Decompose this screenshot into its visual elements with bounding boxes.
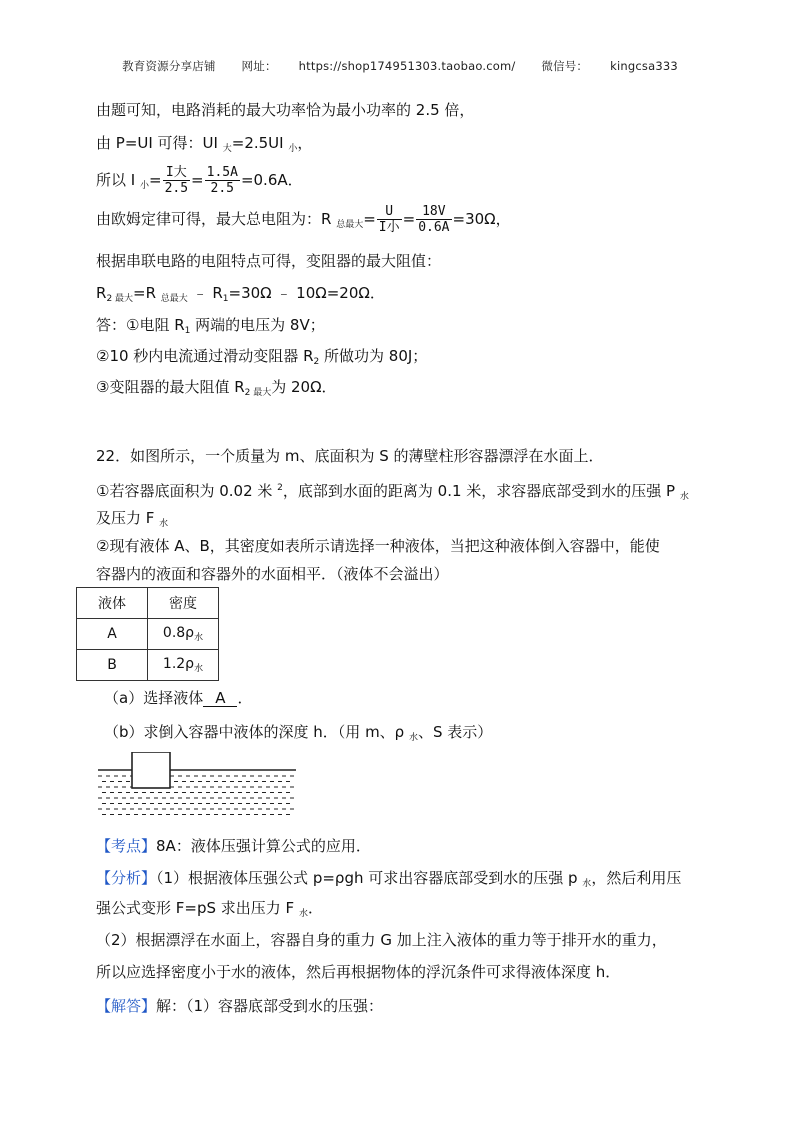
text: =R — [133, 284, 161, 302]
numerator: 18V — [416, 204, 451, 220]
subscript: 2 最大 — [106, 294, 134, 304]
fenxi-line: 所以应选择密度小于水的液体，然后再根据物体的浮沉条件可求得液体深度 h． — [96, 963, 621, 981]
text: =0.6A． — [240, 171, 303, 189]
denominator: 2.5 — [164, 181, 189, 196]
text: （1）根据液体压强公式 p=ρgh 可求出容器底部受到水的压强 p — [156, 869, 583, 887]
subscript: 总最大 — [160, 294, 188, 304]
text: = — [402, 210, 416, 228]
wechat-label: 微信号： — [541, 59, 589, 73]
text: 两端的电压为 8V； — [190, 316, 325, 334]
text: =30Ω， — [452, 210, 511, 228]
text: ②10 秒内电流通过滑动变阻器 R — [96, 347, 314, 365]
text: = — [148, 171, 162, 189]
text: （a）选择液体 — [104, 689, 204, 707]
fenxi-line — [96, 868, 681, 894]
fraction — [416, 204, 451, 235]
subscript: 2 — [313, 357, 320, 367]
text: 强公式变形 F=pS 求出压力 F — [96, 899, 299, 917]
text: = — [191, 171, 204, 189]
subscript: 总最大 — [336, 220, 364, 230]
subscript: 水 — [582, 879, 592, 889]
subscript: 1 — [184, 326, 191, 336]
question-2: ②现有液体 A、B，其密度如表所示请选择一种液体，当把这种液体倒入容器中，能使 — [96, 537, 660, 555]
text: 为 20Ω． — [271, 378, 337, 396]
text: 由 P=UI 可得：UI — [96, 134, 223, 152]
page-header — [0, 58, 800, 74]
numerator: U — [377, 204, 402, 220]
text: ． — [307, 899, 323, 917]
text: ③变阻器的最大阻值 R — [96, 378, 245, 396]
question-2-cont: 容器内的液面和容器外的水面相平．（液体不会溢出） — [96, 565, 449, 583]
answer-blank: A — [203, 690, 237, 707]
text: =30Ω ﹣ 10Ω=20Ω． — [228, 284, 385, 302]
jieda-line — [96, 996, 383, 1016]
text: R — [96, 284, 107, 302]
subscript: 水 — [194, 633, 204, 643]
liquid-cell: A — [77, 619, 148, 650]
fraction — [163, 165, 190, 196]
kaodian-tag: 【考点】 — [96, 837, 157, 855]
subscript: 1 — [222, 294, 229, 304]
fenxi-tag: 【分析】 — [96, 869, 157, 887]
text: ． — [237, 689, 253, 707]
table-header-row — [77, 588, 219, 619]
text-line — [96, 346, 427, 372]
text: ，然后利用压 — [591, 869, 682, 887]
shop-name: 教育资源分享店铺 — [122, 59, 216, 73]
problem-stem: 22．如图所示，一个质量为 m、底面积为 S 的薄壁柱形容器漂浮在水面上． — [96, 447, 604, 465]
shop-url[interactable]: https://shop174951303.taobao.com/ — [298, 59, 516, 73]
subscript: 大 — [222, 144, 232, 154]
kaodian-line — [96, 836, 371, 856]
floating-container-figure — [96, 752, 296, 818]
text-line — [96, 133, 312, 159]
text: 所做功为 80J； — [319, 347, 428, 365]
text: 8A：液体压强计算公式的应用． — [156, 837, 371, 855]
fenxi-line: （2）根据漂浮在水面上，容器自身的重力 G 加上注入液体的重力等于排开水的重力， — [96, 931, 667, 949]
text: 1.2ρ — [162, 656, 195, 672]
subscript: 水 — [194, 664, 204, 674]
text: ，底部到水面的距离为 0.1 米，求容器底部受到水的压强 P — [282, 482, 680, 500]
subscript: 水 — [298, 909, 308, 919]
text: = — [363, 210, 376, 228]
text-line — [96, 377, 337, 403]
subscript: 小 — [139, 181, 149, 191]
table-header: 密度 — [148, 588, 219, 619]
subscript: 小 — [288, 144, 298, 154]
text-line — [96, 283, 385, 309]
question-a — [104, 688, 252, 708]
jieda-tag: 【解答】 — [96, 997, 157, 1015]
density-table — [76, 587, 219, 681]
text-line: 由题可知，电路消耗的最大功率恰为最小功率的 2.5 倍， — [96, 101, 475, 119]
text: ①若容器底面积为 0.02 米 — [96, 482, 278, 500]
text: ﹣ R — [187, 284, 223, 302]
subscript: 2 最大 — [244, 388, 272, 398]
fraction — [205, 165, 240, 196]
denominator: I小 — [378, 220, 400, 235]
text: 0.8ρ — [162, 625, 195, 641]
denominator: 0.6A — [418, 220, 450, 235]
numerator: 1.5A — [206, 165, 238, 180]
text: ， — [297, 134, 313, 152]
question-b — [104, 722, 492, 748]
question-1-cont — [96, 508, 168, 534]
text: 、S 表示） — [417, 723, 493, 741]
subscript: 水 — [679, 492, 689, 502]
density-cell — [148, 650, 219, 681]
formula-line — [96, 202, 511, 242]
superscript: 2 — [277, 483, 283, 493]
text: （b）求倒入容器中液体的深度 h．（用 m、ρ — [104, 723, 409, 741]
text: 由欧姆定律可得，最大总电阻为：R — [96, 210, 337, 228]
container — [132, 752, 170, 788]
density-cell — [148, 619, 219, 650]
numerator: I大 — [163, 165, 190, 181]
text-line: 根据串联电路的电阻特点可得，变阻器的最大阻值： — [96, 252, 442, 270]
water-hatching — [98, 770, 296, 815]
fenxi-line — [96, 898, 323, 924]
question-1 — [96, 478, 689, 507]
text: 答：①电阻 R — [96, 316, 185, 334]
fraction — [377, 204, 402, 235]
text: =2.5UI — [231, 134, 289, 152]
table-header: 液体 — [77, 588, 148, 619]
text-line — [96, 315, 325, 341]
text: 及压力 F — [96, 509, 160, 527]
wechat-id: kingcsa333 — [610, 59, 678, 73]
url-label: 网址： — [241, 59, 277, 73]
text: 解：（1）容器底部受到水的压强： — [156, 997, 384, 1015]
subscript: 水 — [408, 733, 418, 743]
denominator: 2.5 — [210, 181, 235, 196]
subscript: 水 — [159, 519, 169, 529]
liquid-cell: B — [77, 650, 148, 681]
table-row — [77, 619, 219, 650]
table-row — [77, 650, 219, 681]
text: 所以 I — [96, 171, 140, 189]
formula-line — [96, 163, 303, 203]
